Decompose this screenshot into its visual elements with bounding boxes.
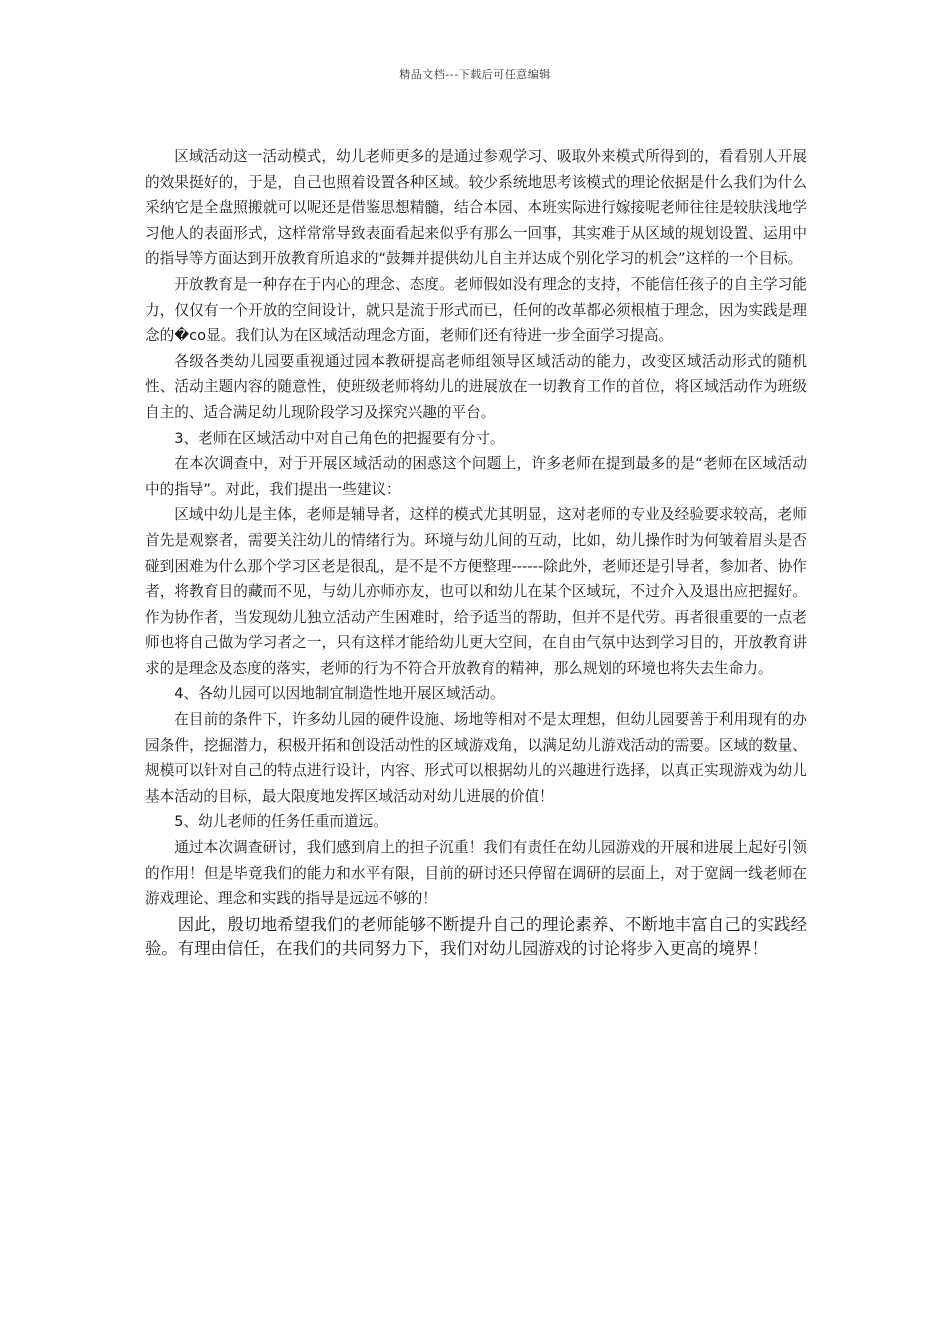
document-body	[145, 144, 807, 962]
section-heading-3: 3、老师在区域活动中对自己角色的把握要有分寸。	[174, 429, 505, 447]
paragraph-teacher-role: 区域中幼儿是主体，老师是辅导者，这样的模式尤其明显，这对老师的专业及经验要求较高，老师首先是观察者，需要关注幼儿的情绪行为。环境与幼儿间的互动，比如，幼儿操作时为何皱着眉头是否碰到困难为什么那个学习区老是很乱，是不是不方便整理------除此外，老师还是引导者，参加者、协作者，将教育目的藏而不见，与幼儿亦师亦友，也可以和幼儿在某个区域玩，不过介入及退出应把握好。作为协作者，当发现幼儿独立活动产生困难时，给予适当的帮助，但并不是代劳。再者很重要的一点老师也将自己做为学习者之一，只有这样才能给幼儿更大空间，在自由气氛中达到学习目的，开放教育讲求的是理念及态度的落实，老师的行为不符合开放教育的精神，那么规划的环境也将失去生命力。	[145, 506, 807, 677]
paragraph-conclusion: 因此，殷切地希望我们的老师能够不断提升自己的理论素养、不断地丰富自己的实践经验。有理由信任，在我们的共同努力下，我们对幼儿园游戏的讨论将步入更高的境界！	[145, 914, 807, 959]
section-heading-4: 4、各幼儿园可以因地制宜制造性地开展区域活动。	[174, 685, 505, 703]
page-header: 精品文档---下载后可任意编辑	[399, 68, 551, 81]
section-heading-5: 5、幼儿老师的任务任重而道远。	[174, 813, 388, 831]
paragraph-region-activity-mode: 区域活动这一活动模式，幼儿老师更多的是通过参观学习、吸取外来模式所得到的，看看别人开展的效果挺好的，于是，自己也照着设置各种区域。较少系统地思考该模式的理论依据是什么我们为什么采纳它是全盘照搬就可以呢还是借鉴思想精髓，结合本园、本班实际进行嫁接呢老师往往是较肤浅地学习他人的表面形式，这样常常导致表面看起来似乎有那么一回事，其实难于从区域的规划设置、运用中的指导等方面达到开放教育所追求的“鼓舞并提供幼儿自主并达成个别化学习的机会”这样的一个目标。	[145, 148, 807, 268]
paragraph-current-conditions: 在目前的条件下，许多幼儿园的硬件设施、场地等相对不是太理想，但幼儿园要善于利用现有的办园条件，挖掘潜力，积极开拓和创设活动性的区域游戏角，以满足幼儿游戏活动的需要。区域的数量、规模可以针对自己的特点进行设计，内容、形式可以根据幼儿的兴趣进行选择，以真正实现游戏为幼儿基本活动的目标，最大限度地发挥区域活动对幼儿进展的价值！	[145, 711, 807, 805]
paragraph-open-education-concept: 开放教育是一种存在于内心的理念、态度。老师假如没有理念的支持，不能信任孩子的自主学习能力，仅仅有一个开放的空间设计，就只是流于形式而已，任何的改革都必须根植于理念，因为实践是理念的�co显。我们认为在区域活动理念方面，老师们还有待进一步全面学习提高。	[145, 275, 807, 345]
paragraph-survey-confusion: 在本次调查中，对于开展区域活动的困惑这个问题上，许多老师在提到最多的是“老师在区域活动中的指导”。对此，我们提出一些建议：	[145, 455, 807, 498]
paragraph-survey-responsibility: 通过本次调查研讨，我们感到肩上的担子沉重！我们有责任在幼儿园游戏的开展和进展上起好引领的作用！但是毕竟我们的能力和水平有限，目前的研讨还只停留在调研的层面上，对于宽阔一线老师在游戏理论、理念和实践的指导是远远不够的！	[145, 839, 807, 908]
paragraph-kindergarten-research: 各级各类幼儿园要重视通过园本教研提高老师组领导区域活动的能力，改变区域活动形式的随机性、活动主题内容的随意性，使班级老师将幼儿的进展放在一切教育工作的首位，将区域活动作为班级自主的、适合满足幼儿现阶段学习及探究兴趣的平台。	[145, 352, 807, 421]
